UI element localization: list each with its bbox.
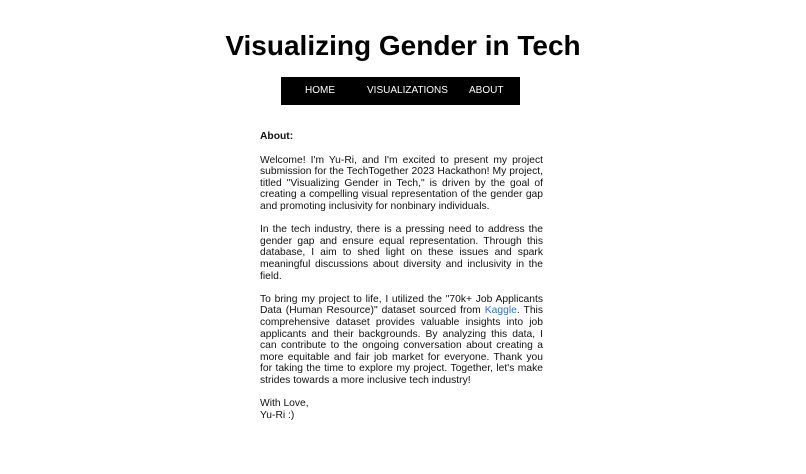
nav-link-about[interactable]: ABOUT bbox=[469, 85, 504, 96]
nav-link-visualizations[interactable]: VISUALIZATIONS bbox=[367, 85, 448, 96]
about-paragraph-dataset bbox=[260, 294, 543, 387]
dataset-text-after-link: . This comprehensive dataset provides valuable insights into job applicants and their backgrounds. By analyzing this data, I can contribute to the ongoing conversation about creating a more equitable and fair job market for everyone. Thank you for taking the time to explore my project. Together, let's make strides towards a more inclusive tech industry! bbox=[260, 305, 543, 386]
page-title: Visualizing Gender in Tech bbox=[225, 30, 581, 61]
nav-bar bbox=[281, 77, 520, 105]
about-paragraph-mission: In the tech industry, there is a pressing need to address the gender gap and ensure equal representation. Through this database, I aim to shed light on these issues and spark meaningful discussions about diversity and inclusivity in the field. bbox=[260, 224, 543, 282]
kaggle-link[interactable]: Kaggle bbox=[484, 305, 517, 317]
signoff-name: Yu-Ri :) bbox=[260, 409, 295, 421]
dataset-text-before-link: To bring my project to life, I utilized the "70k+ Job Applicants Data (Human Resource)" dataset sourced from bbox=[260, 293, 543, 317]
about-section bbox=[260, 131, 543, 421]
signoff-greeting: With Love, bbox=[260, 398, 309, 410]
about-paragraph-welcome: Welcome! I'm Yu-Ri, and I'm excited to present my project submission for the TechTogether 2023 Hackathon! My project, titled "Visualizing Gender in Tech," is driven by the goal of creating a compelling visual representation of the gender gap and promoting inclusivity for nonbinary individuals. bbox=[260, 154, 543, 212]
nav-link-home[interactable]: HOME bbox=[305, 85, 335, 96]
about-heading: About: bbox=[260, 131, 294, 142]
